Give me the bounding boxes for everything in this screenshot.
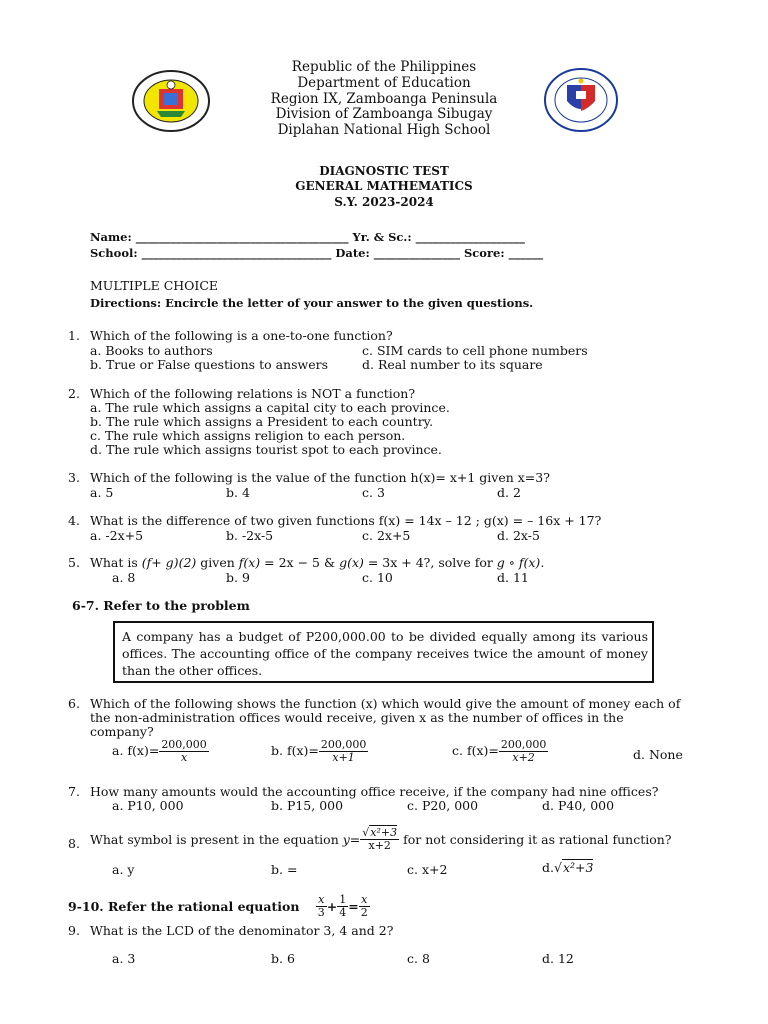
plus-sign: + [326, 899, 338, 914]
numerator: √x²+3 [362, 826, 398, 839]
fraction [359, 894, 370, 919]
choice-d[interactable]: d. 2 [497, 485, 521, 500]
test-title: DIAGNOSTIC TEST [319, 164, 449, 178]
question-text: the non-administration offices would receive, given x as the number of offices in the [90, 710, 624, 725]
choice-b[interactable]: b. The rule which assigns a President to each country. [90, 414, 434, 429]
date-label: Date: [335, 246, 370, 260]
question-number: 4. [68, 513, 80, 528]
choice-d[interactable]: d. 2x-5 [497, 528, 540, 543]
q5-expr: g(x) [339, 555, 364, 570]
choice-d[interactable]: d. 11 [497, 570, 529, 585]
school-label: School: [90, 246, 138, 260]
question-text: What is the difference of two given functions f(x) = 14x – 12 ; g(x) = – 16x + 17? [90, 513, 602, 528]
yr-field[interactable]: ___________________ [415, 230, 525, 244]
question-number: 5. [68, 555, 80, 570]
name-line [90, 230, 525, 244]
q5-mid: = 2x − 5 & [260, 555, 340, 570]
denominator: x+2 [368, 839, 391, 852]
q8-pre: What symbol is present in the equation [90, 832, 343, 847]
fraction [319, 739, 369, 764]
choice-d[interactable]: d. None [633, 747, 683, 762]
choice-d[interactable]: d. Real number to its square [362, 357, 543, 372]
question-number: 8. [68, 836, 80, 851]
choice-d[interactable]: d. P40, 000 [542, 798, 615, 813]
fraction [360, 827, 399, 852]
choice-d[interactable]: d. The rule which assigns tourist spot to each province. [90, 442, 442, 457]
q5-end: . [540, 555, 545, 570]
score-label: Score: [464, 246, 505, 260]
name-label: Name: [90, 230, 132, 244]
q5-expr: (f+ g)(2) [141, 555, 197, 570]
question-number: 1. [68, 328, 80, 343]
test-subject: GENERAL MATHEMATICS [295, 179, 473, 193]
denominator: x+2 [512, 751, 535, 764]
choice-a[interactable]: a. P10, 000 [112, 798, 184, 813]
choice-c-label: c. f(x)= [452, 743, 499, 758]
choice-a[interactable]: a. 8 [112, 570, 136, 585]
denominator: x+1 [332, 751, 355, 764]
choice-b[interactable]: b. -2x-5 [226, 528, 274, 543]
choice-a[interactable]: a. -2x+5 [90, 528, 144, 543]
question-number: 9. [68, 923, 80, 938]
q8-post: for not considering it as rational function? [403, 832, 672, 847]
choice-c[interactable]: c. 8 [407, 951, 430, 966]
choice-b[interactable]: b. P15, 000 [271, 798, 344, 813]
radicand: x²+3 [370, 826, 398, 839]
q5-expr: g ∘ f(x) [496, 555, 541, 570]
numerator: x [316, 894, 327, 907]
fraction [499, 739, 549, 764]
question-text: Which of the following is the value of the function h(x)= x+1 given x=3? [90, 470, 550, 485]
question-text: Which of the following is a one-to-one function? [90, 328, 393, 343]
choice-c[interactable]: c. x+2 [407, 862, 448, 877]
choice-d[interactable]: d. 12 [542, 951, 574, 966]
question-text [90, 555, 544, 570]
choice-d[interactable]: d.√x²+3 [542, 860, 594, 875]
name-field[interactable]: _____________________________________ [135, 230, 349, 244]
fraction [159, 739, 209, 764]
denominator: 3 [317, 906, 325, 919]
question-text: What is the LCD of the denominator 3, 4 and 2? [90, 923, 394, 938]
choice-a[interactable] [112, 739, 209, 764]
denominator: x [180, 751, 188, 764]
question-number: 6. [68, 696, 80, 711]
header-line: Department of Education [297, 75, 471, 91]
q5-expr: f(x) [238, 555, 261, 570]
q5-pre: What is [90, 555, 142, 570]
denominator: 2 [360, 906, 368, 919]
numerator: 200,000 [500, 738, 547, 751]
choice-b-label: b. f(x)= [271, 743, 319, 758]
choice-a[interactable]: a. Books to authors [90, 343, 213, 358]
choice-c[interactable]: c. SIM cards to cell phone numbers [362, 343, 588, 358]
choice-c[interactable]: c. 10 [362, 570, 393, 585]
fraction [337, 894, 348, 919]
choice-c[interactable]: c. The rule which assigns religion to each person. [90, 428, 406, 443]
section-heading: 6-7. Refer to the problem [72, 598, 250, 613]
numerator: x [359, 894, 370, 907]
denominator: 4 [339, 906, 347, 919]
numerator: 200,000 [161, 738, 207, 751]
yr-label: Yr. & Sc.: [352, 230, 412, 244]
school-year: S.Y. 2023-2024 [334, 195, 434, 209]
choice-b[interactable]: b. 6 [271, 951, 295, 966]
school-field[interactable]: _________________________________ [141, 246, 332, 260]
q5-mid: = 3x + 4?, solve for [363, 555, 497, 570]
choice-b[interactable]: b. = [271, 862, 298, 877]
header-line: Diplahan National High School [277, 122, 491, 138]
choice-c[interactable]: c. 3 [362, 485, 385, 500]
directions: Directions: Encircle the letter of your answer to the given questions. [90, 296, 534, 310]
score-field[interactable]: ______ [508, 246, 544, 260]
choice-a[interactable]: a. The rule which assigns a capital city to each province. [90, 400, 450, 415]
radicand: x²+3 [562, 860, 594, 875]
question-text [90, 827, 672, 852]
question-text: How many amounts would the accounting office receive, if the company had nine offices? [90, 784, 659, 799]
choice-c[interactable] [452, 739, 548, 764]
header-line: Division of Zamboanga Sibugay [275, 106, 493, 122]
section-heading [68, 894, 370, 919]
choice-b[interactable]: b. True or False questions to answers [90, 357, 328, 372]
problem-text: A company has a budget of P200,000.00 to be divided equally among its various offices. The accounting office of the company receives twice the amount of money than the other offices. [122, 629, 648, 678]
q5-mid: given [196, 555, 239, 570]
choice-c[interactable]: c. P20, 000 [407, 798, 479, 813]
choice-b[interactable]: b. 9 [226, 570, 250, 585]
header-line: Region IX, Zamboanga Peninsula [270, 91, 498, 107]
school-line [90, 246, 543, 260]
choice-a[interactable]: a. 5 [90, 485, 114, 500]
fraction [316, 894, 327, 919]
choice-d-label: d. [542, 860, 554, 875]
choice-b[interactable]: b. 4 [226, 485, 250, 500]
choice-a[interactable]: a. y [112, 862, 135, 877]
date-field[interactable]: _______________ [373, 246, 460, 260]
choice-a-label: a. f(x)= [112, 743, 160, 758]
numerator: 1 [339, 893, 347, 906]
section-title: MULTIPLE CHOICE [90, 278, 219, 293]
question-text: Which of the following shows the function (x) which would give the amount of money each of [90, 696, 681, 711]
choice-b[interactable] [271, 739, 368, 764]
q8-y: y= [342, 832, 361, 847]
question-text: Which of the following relations is NOT a function? [90, 386, 416, 401]
equals-sign: = [348, 899, 359, 914]
question-number: 2. [68, 386, 80, 401]
question-text: company? [90, 724, 154, 739]
question-number: 7. [68, 784, 80, 799]
question-number: 3. [68, 470, 80, 485]
numerator: 200,000 [320, 738, 367, 751]
section-heading-text: 9-10. Refer the rational equation [68, 899, 300, 914]
header-line: Republic of the Philippines [291, 59, 477, 75]
choice-c[interactable]: c. 2x+5 [362, 528, 411, 543]
choice-a[interactable]: a. 3 [112, 951, 136, 966]
